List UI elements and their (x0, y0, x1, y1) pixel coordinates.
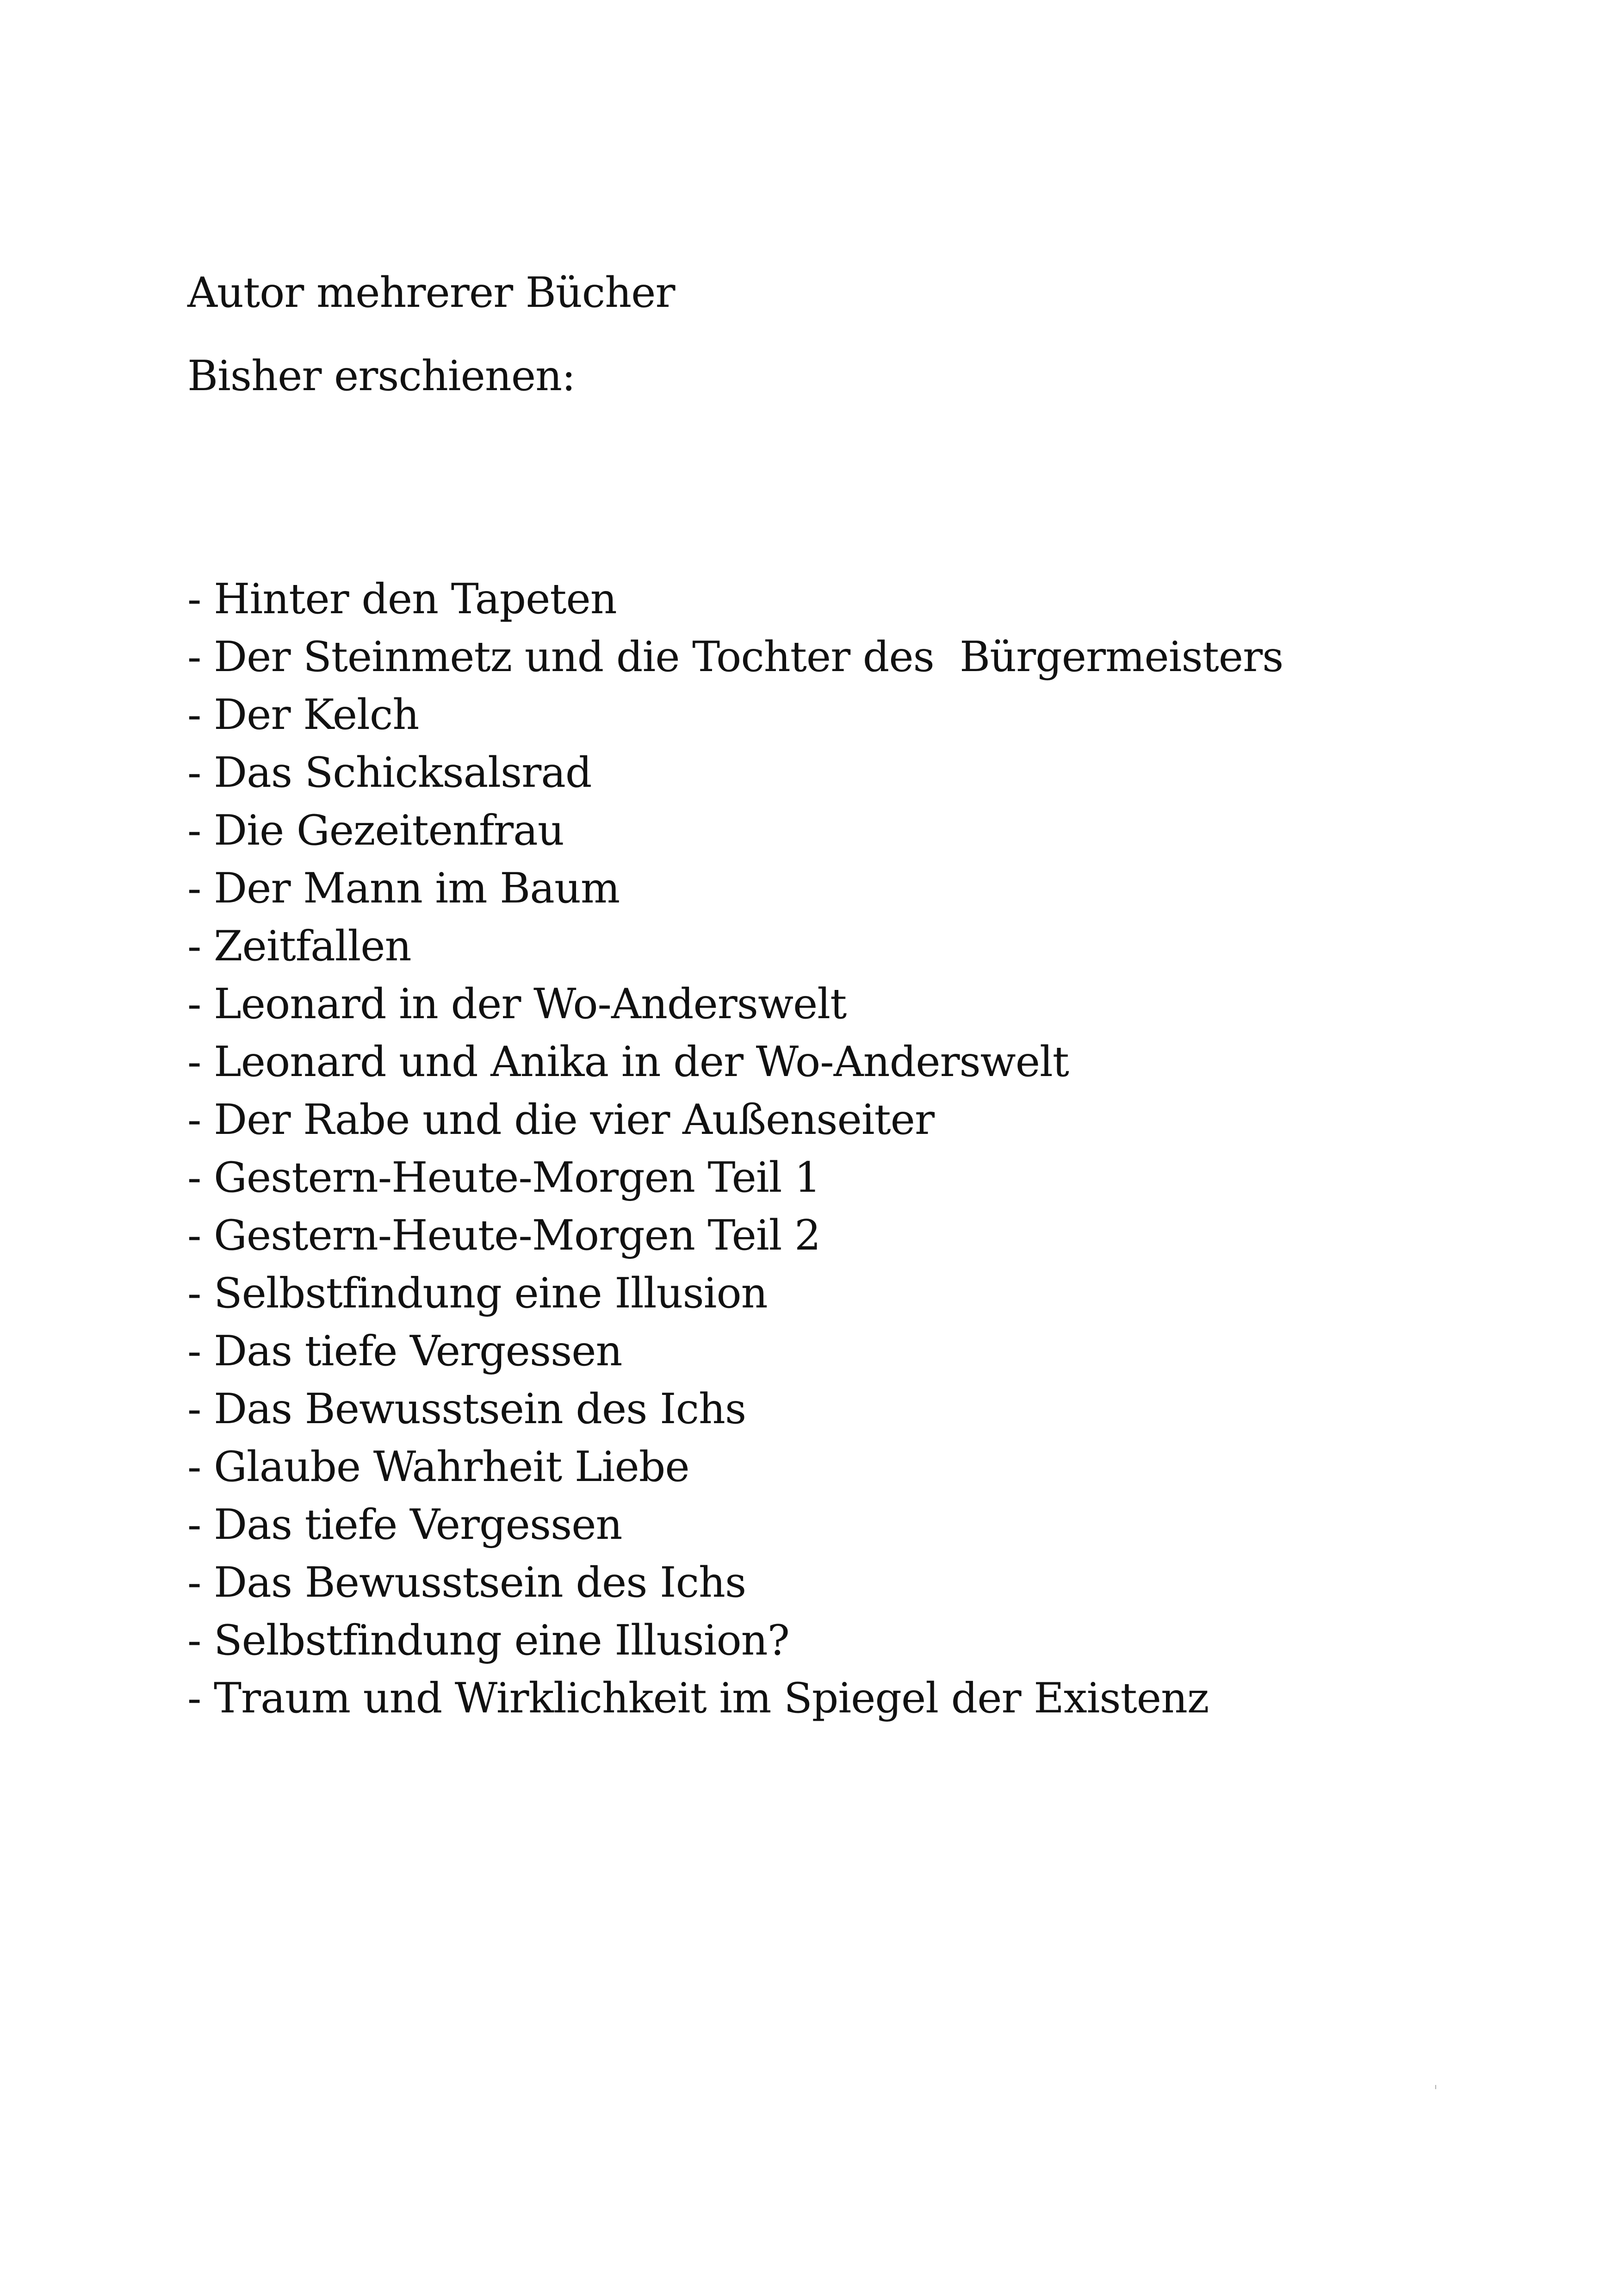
author-line: Autor mehrerer Bücher (187, 268, 675, 317)
book-list-item: - Der Mann im Baum (187, 864, 620, 913)
book-list-item: - Das Bewusstsein des Ichs (187, 1385, 746, 1433)
book-list-item: - Glaube Wahrheit Liebe (187, 1443, 689, 1491)
book-list-item: - Leonard und Anika in der Wo-Anderswelt (187, 1038, 1069, 1086)
book-list-item: - Traum und Wirklichkeit im Spiegel der Existenz (187, 1674, 1209, 1723)
book-list-item: - Das tiefe Vergessen (187, 1327, 622, 1375)
book-list-item: - Das Schicksalsrad (187, 748, 592, 797)
book-list-item: - Selbstfindung eine Illusion? (187, 1616, 789, 1665)
book-list-item: - Der Kelch (187, 691, 419, 739)
book-list-item: - Zeitfallen (187, 922, 411, 971)
book-list-item: - Der Steinmetz und die Tochter des Bürgermeisters (187, 633, 1283, 681)
book-list-item: - Leonard in der Wo-Anderswelt (187, 980, 847, 1028)
book-list-item: - Der Rabe und die vier Außenseiter (187, 1095, 934, 1144)
book-list-item: - Gestern-Heute-Morgen Teil 2 (187, 1211, 821, 1260)
book-list-item: - Selbstfindung eine Illusion (187, 1269, 768, 1318)
book-list-item: - Das Bewusstsein des Ichs (187, 1558, 746, 1607)
book-list (187, 570, 1283, 1727)
book-list-item: - Hinter den Tapeten (187, 575, 617, 623)
book-list-item: - Gestern-Heute-Morgen Teil 1 (187, 1153, 821, 1202)
book-list-item: - Die Gezeitenfrau (187, 806, 564, 855)
small-page-mark (1435, 2085, 1436, 2089)
published-label: Bisher erschienen: (187, 352, 576, 400)
book-list-item: - Das tiefe Vergessen (187, 1500, 622, 1549)
